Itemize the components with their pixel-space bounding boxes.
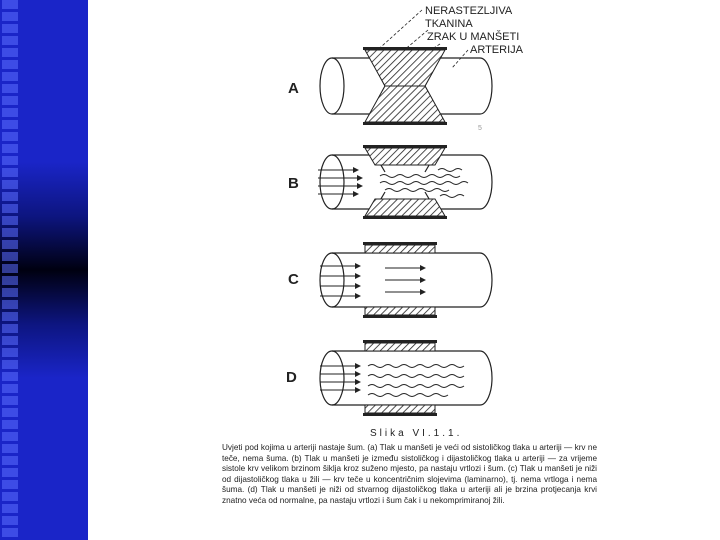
artery-cuff-diagram xyxy=(200,0,620,425)
panel-a xyxy=(288,47,492,132)
flow-arrows-c xyxy=(320,266,425,296)
sidebar-squares xyxy=(2,0,18,540)
caption-text: Uvjeti pod kojima u arteriji nastaje šum. (a) Tlak u manšeti je veći od sistoličkog tlaka u arteriji — krv ne teče, nema šuma. (b) Tlak u manšeti je između sistoličkog i dijastoličkog tlaka u arteriji — za vrijeme sistole krv velikom brzinom šiklja kroz suženo mjesto, pa nastaju vrtlozi i šum. (c) Tlak u manšeti je niži od dijastoličkog tlaka u žili — krv teče u koncentričnim slojevima (laminarno), tj. nema vrtloga i nema šuma. (d) Tlak u manšeti je niži od stvarnog dijastoličkog tlaka u arteriji ali je brzina protjecanja krvi znatno veća od normalne, pa nastaju vrtlozi i šum čak i u nekomprimiranoj žili. xyxy=(222,443,597,505)
panel-d xyxy=(286,340,492,416)
panel-label-d: D xyxy=(286,369,297,386)
panel-b xyxy=(288,145,492,219)
cuff-c-top xyxy=(365,245,435,253)
cuff-b-bottom xyxy=(365,199,445,216)
panel-c xyxy=(288,242,492,318)
cuff-d-bottom xyxy=(365,405,435,413)
label-nerastezljiva: NERASTEZLJIVA xyxy=(425,5,513,17)
cuff-d-top xyxy=(365,343,435,351)
sidebar-decoration xyxy=(0,0,88,540)
cuff-b-top xyxy=(365,148,445,165)
caption-title: Slika VI.1.1. xyxy=(370,428,463,439)
panel-label-a: A xyxy=(288,80,299,97)
cuff-a-top xyxy=(365,50,445,86)
turbulence-b xyxy=(380,169,468,198)
cuff-a-bottom xyxy=(365,86,445,122)
panel-label-b: B xyxy=(288,175,299,192)
flow-arrows-d xyxy=(320,366,360,390)
turbulence-d xyxy=(368,365,464,397)
small-mark: 5 xyxy=(478,125,482,132)
label-tkanina: TKANINA xyxy=(425,18,473,30)
panel-label-c: C xyxy=(288,271,299,288)
cuff-c-bottom xyxy=(365,307,435,315)
flow-arrows-b xyxy=(318,170,362,194)
label-zrak: ZRAK U MANŠETI xyxy=(427,31,520,43)
label-arterija: ARTERIJA xyxy=(470,44,523,56)
